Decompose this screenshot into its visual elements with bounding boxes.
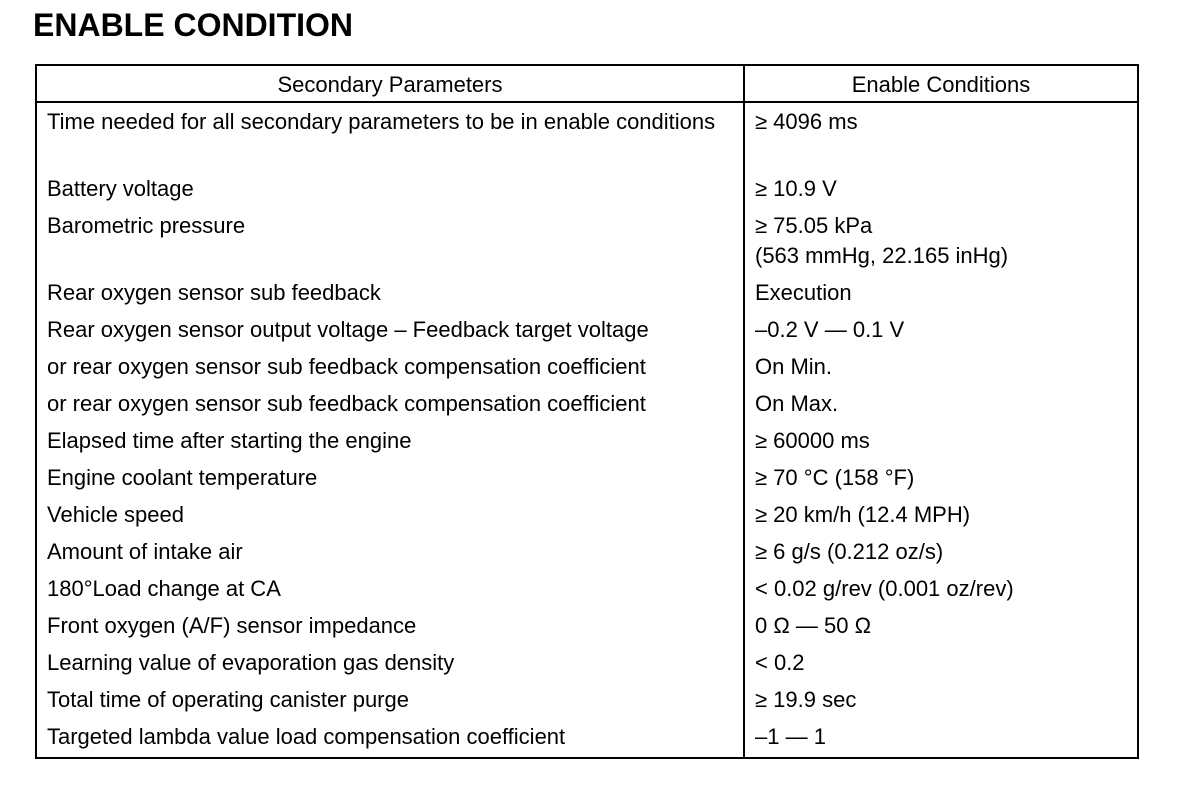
condition-cell: ≥ 6 g/s (0.212 oz/s) (744, 535, 1138, 572)
condition-cell: < 0.02 g/rev (0.001 oz/rev) (744, 572, 1138, 609)
parameter-cell: Amount of intake air (36, 535, 744, 572)
parameter-cell: or rear oxygen sensor sub feedback compensation coefficient (36, 387, 744, 424)
condition-cell: On Min. (744, 350, 1138, 387)
condition-cell: –0.2 V — 0.1 V (744, 313, 1138, 350)
column-header-secondary-parameters: Secondary Parameters (36, 65, 744, 102)
parameter-cell: or rear oxygen sensor sub feedback compensation coefficient (36, 350, 744, 387)
table-row (36, 609, 1138, 646)
condition-cell: ≥ 10.9 V (744, 172, 1138, 209)
condition-cell: ≥ 70 °C (158 °F) (744, 461, 1138, 498)
table-row (36, 313, 1138, 350)
condition-cell: ≥ 20 km/h (12.4 MPH) (744, 498, 1138, 535)
parameter-cell: Time needed for all secondary parameters to be in enable conditions (36, 102, 744, 172)
parameter-cell: Elapsed time after starting the engine (36, 424, 744, 461)
table-row (36, 461, 1138, 498)
enable-condition-table (35, 64, 1139, 759)
table-row (36, 350, 1138, 387)
table-row (36, 572, 1138, 609)
table-row (36, 424, 1138, 461)
table-row (36, 102, 1138, 172)
table-row (36, 646, 1138, 683)
condition-cell: ≥ 60000 ms (744, 424, 1138, 461)
table-row (36, 720, 1138, 758)
parameter-cell: Rear oxygen sensor sub feedback (36, 276, 744, 313)
parameter-cell: Rear oxygen sensor output voltage – Feedback target voltage (36, 313, 744, 350)
parameter-cell: Barometric pressure (36, 209, 744, 276)
parameter-cell: Vehicle speed (36, 498, 744, 535)
condition-cell: Execution (744, 276, 1138, 313)
table-row (36, 498, 1138, 535)
column-header-enable-conditions: Enable Conditions (744, 65, 1138, 102)
page-title: ENABLE CONDITION (33, 7, 353, 43)
table-row (36, 683, 1138, 720)
table-row (36, 387, 1138, 424)
table-row (36, 276, 1138, 313)
condition-cell (744, 209, 1138, 276)
parameter-cell: Engine coolant temperature (36, 461, 744, 498)
condition-cell: 0 Ω — 50 Ω (744, 609, 1138, 646)
parameter-cell: Total time of operating canister purge (36, 683, 744, 720)
parameter-cell: Targeted lambda value load compensation coefficient (36, 720, 744, 758)
parameter-cell: Battery voltage (36, 172, 744, 209)
parameter-cell: Learning value of evaporation gas density (36, 646, 744, 683)
condition-cell: ≥ 19.9 sec (744, 683, 1138, 720)
table-row (36, 172, 1138, 209)
condition-cell: –1 — 1 (744, 720, 1138, 758)
condition-line-1: ≥ 75.05 kPa (755, 213, 873, 238)
condition-line-2: (563 mmHg, 22.165 inHg) (755, 243, 1009, 268)
table-row (36, 535, 1138, 572)
condition-cell: < 0.2 (744, 646, 1138, 683)
condition-cell: ≥ 4096 ms (744, 102, 1138, 172)
parameter-cell: Front oxygen (A/F) sensor impedance (36, 609, 744, 646)
table-header-row (36, 65, 1138, 102)
table-row (36, 209, 1138, 276)
condition-cell: On Max. (744, 387, 1138, 424)
parameter-cell: 180°Load change at CA (36, 572, 744, 609)
